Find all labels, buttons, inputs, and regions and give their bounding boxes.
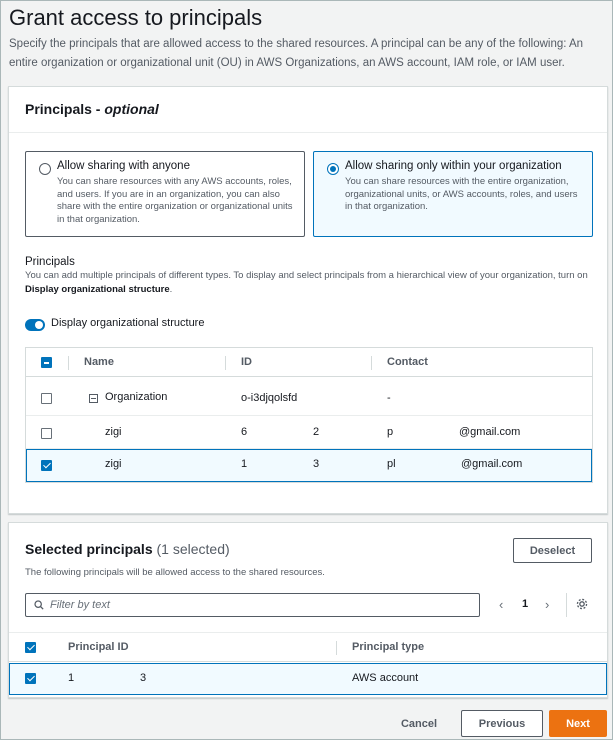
row-id-suffix: 3 bbox=[313, 458, 320, 470]
column-divider bbox=[371, 356, 372, 370]
filter-input[interactable] bbox=[50, 597, 470, 613]
principals-section-label: Principals bbox=[25, 256, 75, 268]
column-contact[interactable]: Contact bbox=[387, 356, 428, 368]
row-id: o-i3djqolsfd bbox=[241, 392, 298, 404]
filter-box[interactable] bbox=[25, 593, 480, 617]
row-contact: pl bbox=[387, 458, 396, 470]
column-divider bbox=[336, 641, 337, 655]
pagination-divider bbox=[566, 593, 567, 617]
principals-section-desc: You can add multiple principals of different types. To display and select principals from a hierarchical view of your organization, turn on Display organizational structure. bbox=[25, 270, 588, 295]
row-name: zigi bbox=[105, 458, 122, 470]
optional-label: optional bbox=[104, 101, 159, 117]
column-principal-id[interactable]: Principal ID bbox=[68, 641, 129, 653]
radio-share-anyone[interactable] bbox=[39, 163, 51, 175]
column-divider bbox=[68, 356, 69, 370]
row-contact: p bbox=[387, 426, 394, 438]
column-principal-type[interactable]: Principal type bbox=[352, 641, 425, 653]
option-share-org-only-desc: You can share resources with the entire organization, organizational units, or AWS accounts, roles, and users in that organization. bbox=[345, 176, 578, 212]
selected-table-header bbox=[9, 632, 607, 662]
principals-table bbox=[25, 347, 593, 483]
select-all-checkbox[interactable] bbox=[25, 642, 36, 653]
row-contact-domain: @gmail.com bbox=[459, 426, 521, 438]
deselect-button[interactable]: Deselect bbox=[513, 538, 592, 563]
principals-card-title: Principals - optional bbox=[25, 101, 159, 117]
page-description: Specify the principals that are allowed access to the shared resources. A principal can be any of the following: An entire organization or organizational unit (OU) in AWS Organizations, an AWS account, IAM role, or IAM user. bbox=[9, 38, 584, 69]
prev-page-button[interactable]: ‹ bbox=[499, 597, 504, 612]
option-share-anyone[interactable] bbox=[25, 151, 305, 237]
column-name[interactable]: Name bbox=[84, 356, 114, 368]
org-structure-toggle-label: Display organizational structure bbox=[51, 317, 205, 329]
principals-card bbox=[8, 86, 608, 514]
row-principal-type: AWS account bbox=[352, 672, 419, 684]
option-share-anyone-desc: You can share resources with any AWS accounts, roles, and users. If you are in an organization, you can also share with the entire organization or organizational units in that organization. bbox=[57, 176, 293, 225]
page-number[interactable]: 1 bbox=[522, 598, 529, 610]
row-id: 6 bbox=[241, 426, 248, 438]
row-name: Organization bbox=[105, 391, 168, 403]
radio-share-org-only[interactable] bbox=[327, 163, 339, 175]
previous-button[interactable]: Previous bbox=[461, 710, 543, 737]
table-row-organization[interactable] bbox=[26, 378, 592, 416]
row-contact-domain: @gmail.com bbox=[461, 458, 523, 470]
option-share-org-only[interactable] bbox=[313, 151, 593, 237]
column-id[interactable]: ID bbox=[241, 356, 252, 368]
selected-principals-table bbox=[9, 632, 607, 698]
option-share-org-only-label: Allow sharing only within your organization bbox=[345, 160, 562, 172]
row-id: 1 bbox=[241, 458, 248, 470]
collapse-minus-icon[interactable] bbox=[89, 394, 98, 403]
row-id-suffix: 2 bbox=[313, 426, 320, 438]
column-divider bbox=[225, 356, 226, 370]
row-principal-id-suffix: 3 bbox=[140, 672, 147, 684]
row-checkbox[interactable] bbox=[25, 673, 36, 684]
table-row-selected[interactable] bbox=[26, 449, 592, 482]
selected-count: (1 selected) bbox=[156, 541, 230, 557]
settings-gear-icon[interactable] bbox=[575, 597, 589, 611]
selected-principals-desc: The following principals will be allowed access to the shared resources. bbox=[25, 567, 325, 578]
select-all-checkbox[interactable] bbox=[41, 357, 52, 368]
row-checkbox[interactable] bbox=[41, 393, 52, 404]
next-page-button[interactable]: › bbox=[545, 597, 550, 612]
row-principal-id: 1 bbox=[68, 672, 75, 684]
selected-principals-title: Selected principals (1 selected) bbox=[25, 541, 230, 557]
principals-table-header bbox=[26, 348, 592, 377]
row-name: zigi bbox=[105, 426, 122, 438]
search-icon bbox=[34, 600, 44, 610]
selected-table-row[interactable] bbox=[9, 663, 607, 695]
option-share-anyone-label: Allow sharing with anyone bbox=[57, 160, 190, 172]
selected-principals-card bbox=[8, 522, 608, 698]
cancel-button[interactable]: Cancel bbox=[391, 710, 447, 737]
principals-card-header bbox=[9, 87, 607, 133]
row-checkbox[interactable] bbox=[41, 460, 52, 471]
org-structure-toggle[interactable] bbox=[25, 319, 45, 331]
table-row[interactable] bbox=[26, 416, 592, 449]
page-title: Grant access to principals bbox=[9, 5, 263, 30]
next-button[interactable]: Next bbox=[549, 710, 607, 737]
row-contact: - bbox=[387, 392, 391, 404]
row-checkbox[interactable] bbox=[41, 428, 52, 439]
